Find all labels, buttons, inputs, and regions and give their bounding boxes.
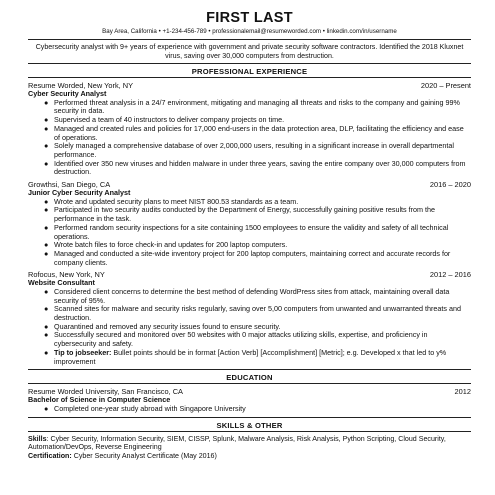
job-company: Resume Worded, New York, NY: [28, 81, 134, 91]
divider: [28, 431, 471, 432]
bullet-item: [44, 331, 471, 348]
divider: [28, 383, 471, 384]
certification-label: Certification:: [28, 451, 72, 460]
bullet-text: Performed threat analysis in a 24/7 environment, mitigating and managing all threats and risks to the company and gaining 99% security in data.: [54, 97, 460, 116]
bullet-icon: ●: [44, 196, 49, 206]
bullet-text: Wrote and updated security plans to meet NIST 800.53 standards as a team.: [54, 196, 299, 206]
bullet-text: Performed random security inspections for a site containing 1500 employees to ensure the validity and safety of all technical operations.: [54, 222, 449, 241]
bullet-text: Managed and created rules and policies for 17,000 end-users in the data protection area, DLP, facilitating the efficiency and ease of operations.: [54, 123, 464, 142]
skills-line: [28, 435, 471, 452]
bullet-icon: ●: [44, 347, 49, 357]
tip-label: Tip to jobseeker:: [54, 347, 112, 357]
bullet-icon: ●: [44, 286, 49, 296]
bullet-icon: ●: [44, 158, 49, 168]
bullet-text: Scanned sites for malware and security risks regularly, saving over 5,00 computers from unwanted and unwarranted threats and destruction.: [54, 304, 461, 323]
bullet-list: [28, 99, 471, 177]
bullet-item: [44, 99, 471, 116]
divider: [28, 417, 471, 418]
bullet-text: Supervised a team of 40 instructors to deliver company projects on time.: [54, 115, 285, 125]
degree: Bachelor of Science in Computer Science: [28, 395, 171, 405]
bullet-item: [44, 160, 471, 177]
divider: [28, 369, 471, 370]
bullet-item: [44, 125, 471, 142]
bullet-text: Managed and conducted a site-wide inventory project for 200 laptop computers, maintaining correct and accurate records for company clients.: [54, 248, 451, 267]
bullet-item: [44, 224, 471, 241]
bullet-icon: ●: [44, 248, 49, 258]
bullet-icon: ●: [44, 141, 49, 151]
bullet-icon: ●: [44, 240, 49, 250]
section-title-experience: PROFESSIONAL EXPERIENCE: [191, 67, 308, 77]
bullet-text: Considered client concerns to determine the best method of defending WordPress sites from attack, maintaining overall data security of 95%.: [54, 286, 450, 305]
divider: [28, 39, 471, 40]
job-role: Website Consultant: [28, 278, 95, 288]
skills-text: : Cyber Security, Information Security, SIEM, CISSP, Splunk, Malware Analysis, Risk Analysis, Python Scripting, Cloud Security, Automation/DevOps, Reverse Engineering: [28, 434, 446, 452]
bullet-text: Wrote batch files to force check-in and updates for 200 laptop computers.: [54, 240, 288, 250]
bullet-item: [44, 288, 471, 305]
bullet-text: Solely managed a comprehensive database of over 2,000,000 users, resulting in a significant increase in overall departmental performance.: [54, 141, 454, 159]
skills-label: Skills: [28, 434, 47, 443]
job-role: Cyber Security Analyst: [28, 89, 107, 99]
section-title-skills: SKILLS & OTHER: [216, 420, 283, 430]
bullet-icon: ●: [44, 330, 49, 340]
contact-line: Bay Area, California • +1-234-456-789 • professionalemail@resumeworded.com • linkedin.com/in/username: [102, 28, 397, 35]
bullet-text: Participated in two security audits conducted by the Department of Energy, successfully gaining positive results from the performance in the task.: [54, 205, 435, 224]
certification-text: Cyber Security Analyst Certificate (May 2016): [71, 451, 217, 460]
bullet-icon: ●: [44, 222, 49, 232]
certification-line: [28, 452, 471, 461]
job-company: Growthsi, San Diego, CA: [28, 180, 111, 190]
bullet-list: [28, 405, 471, 414]
bullet-icon: ●: [44, 97, 49, 107]
bullet-item: [44, 405, 471, 414]
bullet-icon: ●: [44, 304, 49, 314]
job-entry: [28, 180, 471, 267]
tip-text: Bullet points should be in format [Action Verb] [Accomplishment] [Metric]; e.g. Developed x that led to y% improvement: [54, 347, 447, 366]
bullet-item: [44, 250, 471, 267]
education-year: 2012: [454, 387, 471, 397]
bullet-icon: ●: [44, 321, 49, 331]
bullet-text: Completed one-year study abroad with Singapore University: [54, 403, 246, 413]
divider: [28, 77, 471, 78]
bullet-icon: ●: [44, 115, 49, 125]
job-dates: 2012 – 2016: [429, 270, 471, 280]
bullet-text: Identified over 350 new viruses and hidden malware in under three years, saving the entire company over 30,000 computers from destruction.: [54, 158, 466, 177]
bullet-item: [44, 206, 471, 223]
job-role: Junior Cyber Security Analyst: [28, 188, 131, 198]
job-dates: 2020 – Present: [420, 81, 471, 91]
bullet-list: [28, 198, 471, 268]
bullet-list: [28, 288, 471, 366]
bullet-icon: ●: [44, 403, 49, 413]
job-entry: [28, 81, 471, 177]
school-location: , San Francisco, CA: [117, 387, 183, 397]
summary-text: Cybersecurity analyst with 9+ years of experience with government and private security software contractors. Identified the 2018 Kluxnet virus, saving over 30,000 computers from destruction.: [35, 43, 464, 60]
bullet-item: [44, 349, 471, 366]
school-name: Resume Worded University: [28, 387, 118, 397]
bullet-icon: ●: [44, 123, 49, 133]
bullet-item: [44, 305, 471, 322]
bullet-text: Successfully secured and monitored over 50 websites with 0 major attacks utilizing skills, expertise, and proficiency in cybersecurity and safety.: [54, 330, 428, 349]
job-entry: [28, 270, 471, 366]
section-title-education: EDUCATION: [226, 373, 273, 383]
bullet-item: [44, 142, 471, 159]
bullet-text: Quarantined and removed any security issues found to ensure security.: [54, 321, 281, 331]
bullet-icon: ●: [44, 205, 49, 215]
candidate-name: FIRST LAST: [206, 10, 293, 26]
job-dates: 2016 – 2020: [429, 180, 471, 190]
divider: [28, 63, 471, 64]
job-company: Rofocus, New York, NY: [28, 270, 105, 280]
